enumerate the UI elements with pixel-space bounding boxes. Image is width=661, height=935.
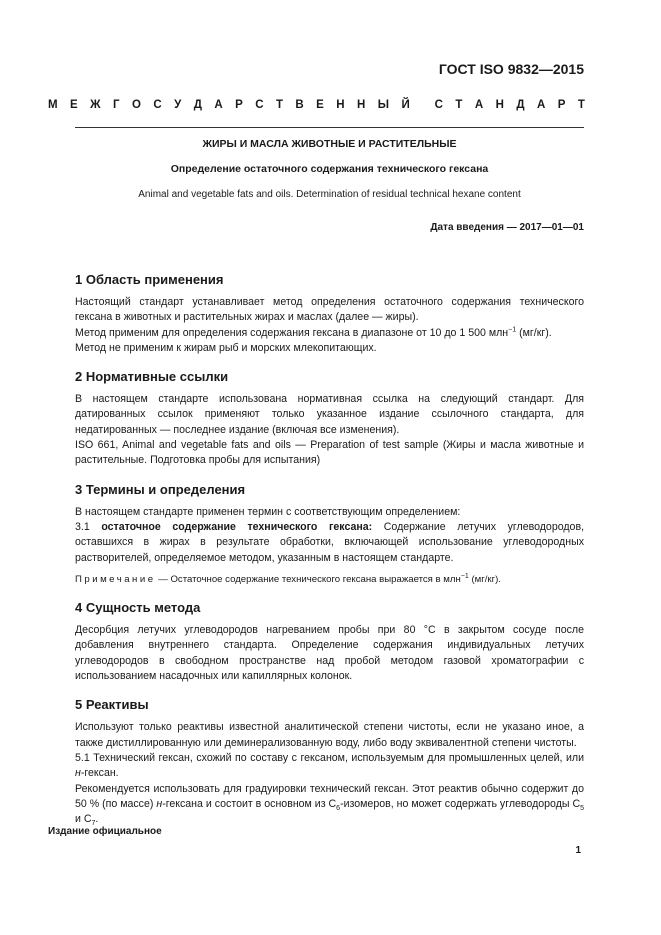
heading-letter: Н: [495, 99, 504, 111]
section-reagents: [75, 696, 584, 827]
english-title: Animal and vegetable fats and oils. Determination of residual technical hexane content: [138, 189, 521, 200]
heading-letter: Р: [235, 99, 243, 111]
heading-letter: А: [536, 99, 546, 111]
heading-letter: Е: [70, 99, 78, 111]
section-normative-references: [75, 368, 584, 468]
section-principle: [75, 599, 584, 684]
heading-letter: Ж: [90, 99, 101, 111]
document-body: [75, 271, 584, 839]
note-label: Примечание: [75, 573, 156, 585]
edition-label: Издание официальное: [48, 826, 162, 837]
interstate-standard-heading: [48, 99, 585, 111]
section-heading: 3 Термины и определения: [75, 481, 246, 497]
heading-letter: Ы: [377, 99, 390, 111]
heading-letter: С: [255, 99, 264, 111]
section-heading: 2 Нормативные ссылки: [75, 369, 229, 385]
header-divider: [75, 127, 584, 128]
paragraph: 5.1 Технический гексан, схожий по составу с гексаном, используемым для промышленных целей, или н-гексан.: [75, 751, 584, 780]
paragraph: Используют только реактивы известной аналитической степени чистоты, если не указано иное, а также дистиллированную или деминерализованную воду, либо воду эквивалентной степени чистоты.: [75, 721, 584, 749]
standard-number: ГОСТ ISO 9832—2015: [438, 61, 584, 77]
section-heading: 1 Область применения: [75, 272, 224, 287]
heading-letter: Т: [275, 99, 283, 111]
effective-date: Дата введения — 2017—01—01: [430, 222, 584, 233]
section-terms: [75, 481, 584, 587]
heading-letter: Н: [357, 99, 366, 111]
paragraph: ISO 661, Animal and vegetable fats and oils — Preparation of test sample (Жиры и масла животные и растительные. Подготовка пробы для испытания): [75, 439, 584, 467]
heading-letter: Д: [193, 99, 202, 111]
page-number: 1: [575, 845, 581, 856]
section-heading: 4 Сущность метода: [75, 600, 201, 616]
heading-letter: А: [474, 99, 484, 111]
section-scope: [75, 271, 584, 356]
heading-letter: Р: [557, 99, 566, 111]
document-title: ЖИРЫ И МАСЛА ЖИВОТНЫЕ И РАСТИТЕЛЬНЫЕ: [202, 138, 457, 150]
document-subtitle: Определение остаточного содержания технического гексана: [170, 163, 489, 175]
heading-letter: М: [48, 99, 58, 111]
paragraph: В настоящем стандарте применен термин с соответствующим определением:: [75, 505, 461, 518]
heading-letter: В: [295, 99, 304, 111]
heading-letter: Н: [336, 99, 345, 111]
paragraph: Десорбция летучих углеводородов нагреванием пробы при 80 °С в закрытом сосуде после добавления внутреннего стандарта. Определение содержания индивидуальных летучих углеводородов в свободном пространстве над пробой методом газовой хроматографии с использованием насадочных или капиллярных колонок.: [75, 624, 584, 683]
heading-letter: Т: [577, 99, 585, 111]
heading-letter: Е: [316, 99, 324, 111]
heading-letter: Г: [112, 99, 120, 111]
paragraph: Настоящий стандарт устанавливает метод определения остаточного содержания технического гексана в животных и растительных жирах и маслах (далее — жиры).: [75, 296, 584, 324]
section-heading: 5 Реактивы: [75, 697, 149, 713]
heading-letter: Й: [401, 99, 410, 111]
heading-letter: Д: [516, 99, 525, 111]
paragraph: Рекомендуется использовать для градуировки технический гексан. Этот реактив обычно содержит до 50 % (по массе) н-гексана и состоит в основном из $С_6$-изомеров, но может содержать углеводороды $С_5$ и $С_7$.: [75, 782, 584, 828]
paragraph: Метод применим для определения содержания гексана в диапазоне от 10 до 1 500 млн$^{-1}$ (мг/кг).: [75, 326, 552, 339]
defined-term: остаточное содержание технического гексана:: [101, 520, 373, 533]
paragraph: Метод не применим к жирам рыб и морских млекопитающих.: [75, 341, 377, 354]
definition-paragraph: 3.1 остаточное содержание технического гексана: Содержание летучих углеводородов, оставшихся в жирах в результате обработки, включающей использование углеводородных растворителей, определяемое методом, указанным в настоящем стандарте.: [75, 520, 585, 564]
paragraph: В настоящем стандарте использована нормативная ссылка на следующий стандарт. Для датированных ссылок применяют только указанное издание ссылочного стандарта, для недатированных — последнее издание (включая все изменения).: [75, 393, 584, 436]
heading-letter: С: [153, 99, 162, 111]
heading-letter: О: [131, 99, 141, 111]
heading-letter: Т: [455, 99, 463, 111]
heading-letter: С: [434, 99, 443, 111]
heading-letter: У: [174, 99, 182, 111]
heading-letter: А: [214, 99, 223, 111]
note: Примечание — Остаточное содержание технического гексана выражается в млн$^{-1}$ (мг/кг).: [75, 572, 501, 585]
